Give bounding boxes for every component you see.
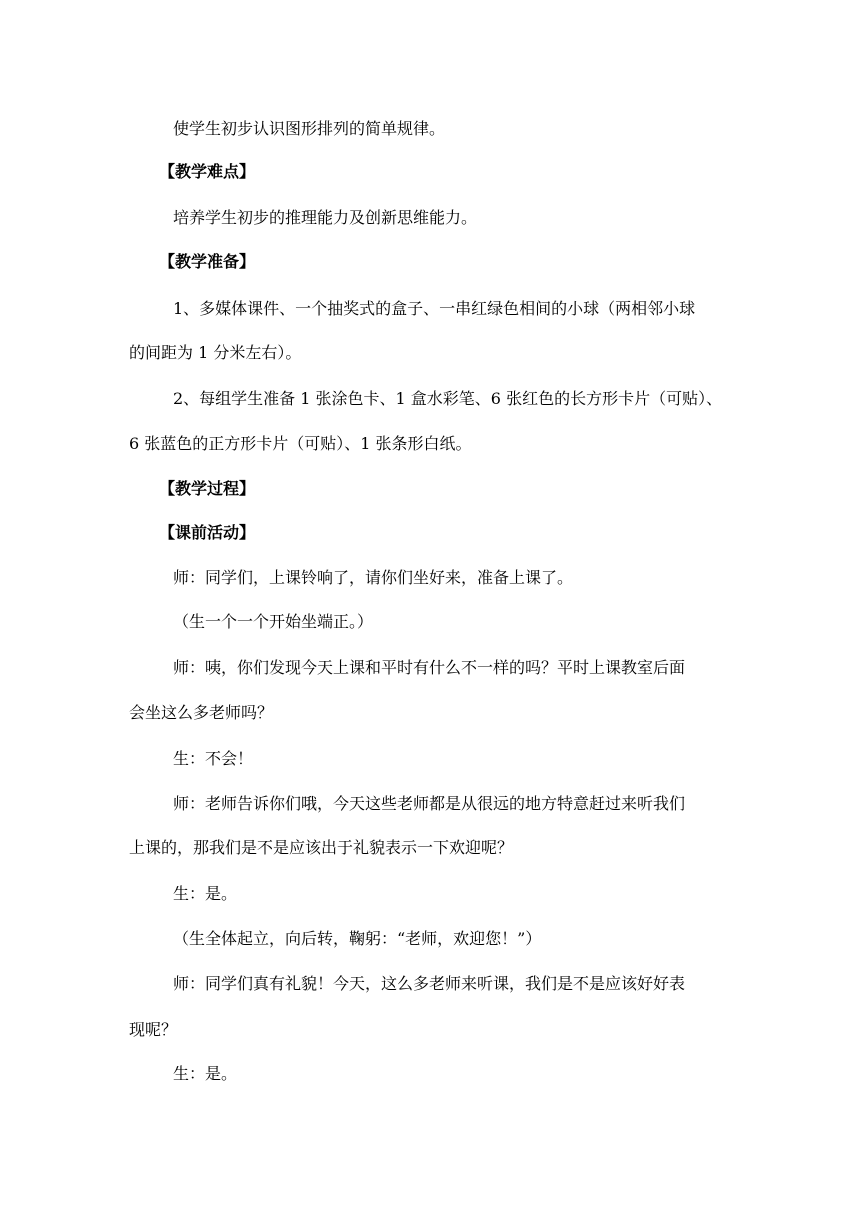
difficulty-text: 培养学生初步的推理能力及创新思维能力。 bbox=[173, 208, 478, 227]
preparation-item-1-line-1: 1、多媒体课件、一个抽奖式的盒子、一串红绿色相间的小球（两相邻小球 bbox=[173, 299, 696, 318]
dialogue-student-4: 生：是。 bbox=[173, 1064, 238, 1083]
dialogue-teacher-3-line-2: 上课的，那我们是不是应该出于礼貌表示一下欢迎呢？ bbox=[129, 838, 514, 857]
preparation-item-1-line-2: 的间距为 1 分米左右）。 bbox=[129, 343, 302, 362]
pre-class-heading: 【课前活动】 bbox=[159, 523, 256, 542]
preparation-item-2-line-2: 6 张蓝色的正方形卡片（可贴）、1 张条形白纸。 bbox=[129, 434, 472, 453]
dialogue-student-action-3: （生全体起立，向后转，鞠躬：“老师，欢迎您！”） bbox=[173, 929, 542, 948]
dialogue-teacher-4-line-1: 师：同学们真有礼貌！今天，这么多老师来听课，我们是不是应该好好表 bbox=[173, 974, 686, 993]
dialogue-teacher-2-line-1: 师：咦，你们发现今天上课和平时有什么不一样的吗？平时上课教室后面 bbox=[173, 658, 686, 677]
dialogue-student-action-1: （生一个一个开始坐端正。） bbox=[173, 612, 374, 631]
difficulty-heading: 【教学难点】 bbox=[159, 162, 256, 181]
dialogue-teacher-2-line-2: 会坐这么多老师吗？ bbox=[129, 703, 274, 722]
dialogue-student-2: 生：不会！ bbox=[173, 749, 254, 768]
process-heading: 【教学过程】 bbox=[159, 479, 256, 498]
dialogue-teacher-4-line-2: 现呢？ bbox=[129, 1020, 178, 1039]
preparation-item-2-line-1: 2、每组学生准备 1 张涂色卡、1 盒水彩笔、6 张红色的长方形卡片（可贴）、 bbox=[173, 389, 723, 408]
dialogue-teacher-3-line-1: 师：老师告诉你们哦，今天这些老师都是从很远的地方特意赶过来听我们 bbox=[173, 794, 686, 813]
dialogue-teacher-1: 师：同学们，上课铃响了，请你们坐好来，准备上课了。 bbox=[173, 568, 574, 587]
preparation-heading: 【教学准备】 bbox=[159, 252, 256, 271]
objective-text: 使学生初步认识图形排列的简单规律。 bbox=[173, 119, 446, 138]
dialogue-student-3: 生：是。 bbox=[173, 884, 238, 903]
